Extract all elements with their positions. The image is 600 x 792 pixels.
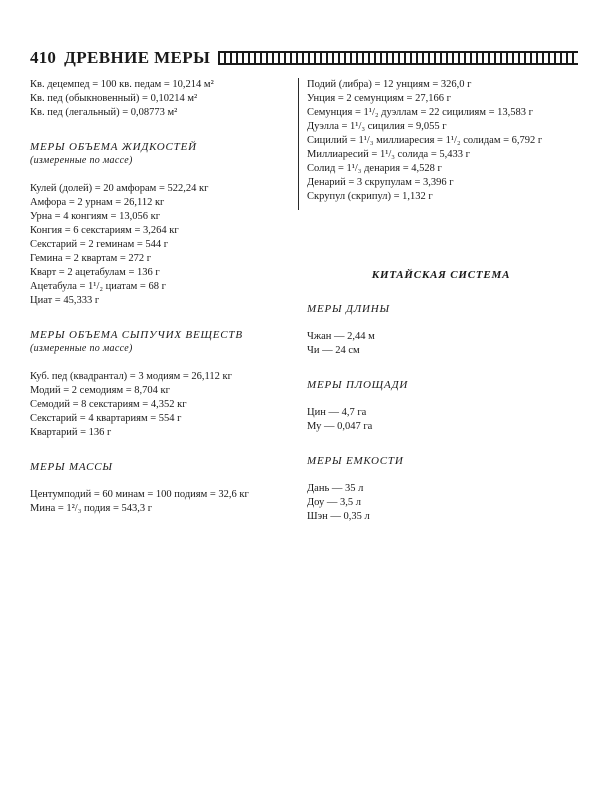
- left-column: [30, 78, 292, 516]
- column-divider: [298, 78, 299, 210]
- section-title-area: МЕРЫ ПЛОЩАДИ: [307, 379, 409, 391]
- list-item: Денарий = 3 скрупулам = 3,396 г: [307, 177, 454, 188]
- list-item: Мина = 1²/₃ подия = 543,3 г: [30, 503, 153, 514]
- list-item: Модий = 2 семодиям = 8,704 кг: [30, 385, 170, 396]
- list-item: Сицилий = 1¹/₃ миллиаресия = 1¹/₂ солидам = 6,792 г: [307, 135, 543, 146]
- section-subtitle-liquid: (измеренные по массе): [30, 155, 133, 166]
- list-item: Кв. децемпед = 100 кв. педам = 10,214 м²: [30, 79, 214, 90]
- section-title-mass: МЕРЫ МАССЫ: [30, 461, 113, 473]
- list-item: Урна = 4 конгиям = 13,056 кг: [30, 211, 161, 222]
- section-subtitle-dry: (измеренные по массе): [30, 343, 133, 354]
- list-item: Скрупул (скрипул) = 1,132 г: [307, 191, 433, 202]
- length-list: [307, 330, 575, 358]
- mass-continued-list: [307, 78, 575, 204]
- greek-key-ornament: [218, 51, 578, 65]
- list-item: Центумподий = 60 минам = 100 подиям = 32,6 кг: [30, 489, 249, 500]
- list-item: Секстарий = 2 геминам = 544 г: [30, 239, 169, 250]
- list-item: Му — 0,047 га: [307, 421, 373, 432]
- page-header: [30, 46, 578, 68]
- list-item: Солид = 1¹/₃ денария = 4,528 г: [307, 163, 442, 174]
- list-item: Семунция = 1¹/₂ дуэллам = 22 сицилиям = 13,583 г: [307, 107, 533, 118]
- list-item: Циат = 45,333 г: [30, 295, 100, 306]
- capacity-list: [307, 482, 575, 524]
- list-item: Цин — 4,7 га: [307, 407, 367, 418]
- list-item: Чжан — 2,44 м: [307, 331, 375, 342]
- list-item: Ацетабула = 1¹/₂ циатам = 68 г: [30, 281, 166, 292]
- list-item: Шэн — 0,35 л: [307, 511, 370, 522]
- section-title-liquid: МЕРЫ ОБЪЕМА ЖИДКОСТЕЙ: [30, 141, 197, 153]
- liquid-list: [30, 182, 292, 308]
- right-column: [307, 78, 575, 524]
- dry-list: [30, 370, 292, 440]
- chinese-system-title: КИТАЙСКАЯ СИСТЕМА: [371, 269, 511, 281]
- list-item: Унция = 2 семунциям = 27,166 г: [307, 93, 451, 104]
- list-item: Доу — 3,5 л: [307, 497, 362, 508]
- list-item: Секстарий = 4 квартариям = 554 г: [30, 413, 182, 424]
- list-item: Кварт = 2 ацетабулам = 136 г: [30, 267, 160, 278]
- list-item: Амфора = 2 урнам = 26,112 кг: [30, 197, 165, 208]
- section-title-dry: МЕРЫ ОБЪЕМА СЫПУЧИХ ВЕЩЕСТВ: [30, 329, 243, 341]
- list-item: Миллиаресий = 1¹/₃ солида = 5,433 г: [307, 149, 470, 160]
- list-item: Кулей (долей) = 20 амфорам = 522,24 кг: [30, 183, 209, 194]
- area-list: [307, 406, 575, 434]
- list-item: Куб. пед (квадрантал) = 3 модиям = 26,112 кг: [30, 371, 232, 382]
- list-item: Конгия = 6 секстариям = 3,264 кг: [30, 225, 179, 236]
- list-item: Квартарий = 136 г: [30, 427, 112, 438]
- list-item: Дуэлла = 1¹/₃ сицилия = 9,055 г: [307, 121, 447, 132]
- list-item: Чи — 24 см: [307, 345, 360, 356]
- list-item: Дань — 35 л: [307, 483, 364, 494]
- mass-list: [30, 488, 292, 516]
- section-title-capacity: МЕРЫ ЕМКОСТИ: [307, 455, 404, 467]
- page-number: 410: [30, 48, 57, 67]
- section-title-length: МЕРЫ ДЛИНЫ: [307, 303, 390, 315]
- list-item: Семодий = 8 секстариям = 4,352 кг: [30, 399, 187, 410]
- list-item: Гемина = 2 квартам = 272 г: [30, 253, 152, 264]
- list-item: Кв. пед (обыкновенный) = 0,10214 м²: [30, 93, 198, 104]
- intro-lines: [30, 78, 292, 120]
- running-title: ДРЕВНИЕ МЕРЫ: [64, 48, 211, 67]
- list-item: Подий (либра) = 12 унциям = 326,0 г: [307, 79, 472, 90]
- list-item: Кв. пед (легальный) = 0,08773 м²: [30, 107, 178, 118]
